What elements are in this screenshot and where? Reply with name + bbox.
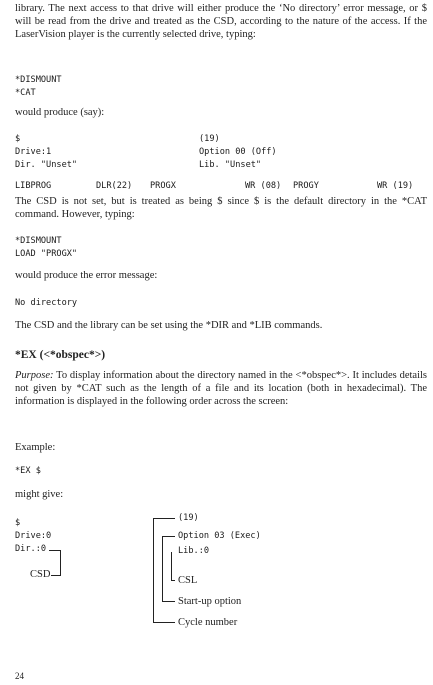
code-dismount-2: *DISMOUNT: [15, 236, 62, 246]
cat-file-attr: WR (08): [245, 181, 282, 191]
cat-cycle: (19): [199, 134, 220, 144]
option-line-bottom: [162, 601, 175, 602]
example-label: Example:: [15, 442, 56, 453]
ex-dir: Dir.:0: [15, 544, 47, 554]
ex-lib: Lib.:0: [178, 546, 210, 556]
option-line-vertical: [162, 536, 163, 601]
cycle-number-label: Cycle number: [178, 617, 238, 628]
cat-file-attr: WR (19): [377, 181, 414, 191]
cat-lib: Lib. "Unset": [199, 160, 262, 170]
error-message: No directory: [15, 298, 78, 308]
csl-label: CSL: [178, 575, 198, 586]
heading-command: *EX: [15, 349, 37, 361]
ex-option: Option 03 (Exec): [178, 531, 261, 541]
cycle-line-top: [153, 518, 175, 519]
code-cat: *CAT: [15, 88, 36, 98]
ex-root: $: [15, 518, 21, 528]
cat-file-name: PROGY: [293, 181, 319, 191]
cat-root: $: [15, 134, 21, 144]
intro-paragraph: library. The next access to that drive will either produce the ‘No directory’ error message, or $ will be read from the drive and treated as the CSD, according to the nature of the access. If the LaserVision player is the currently selected drive, typing:: [15, 3, 427, 41]
cat-file-name: PROGX: [150, 181, 176, 191]
cat-option: Option 00 (Off): [199, 147, 277, 157]
ex-cycle: (19): [178, 513, 199, 523]
ex-drive: Drive:0: [15, 531, 52, 541]
code-load: LOAD "PROGX": [15, 249, 78, 259]
purpose-paragraph: [15, 369, 427, 409]
cat-drive: Drive:1: [15, 147, 52, 157]
csl-line-bottom: [171, 580, 175, 581]
produce-say-text: would produce (say):: [15, 107, 105, 118]
heading-argument: (<*obspec*>): [39, 349, 106, 361]
cycle-line-bottom: [153, 622, 175, 623]
cat-dir: Dir. "Unset": [15, 160, 78, 170]
csd-bracket-foot: [51, 575, 61, 576]
set-note-text: The CSD and the library can be set using the *DIR and *LIB commands.: [15, 320, 323, 331]
cat-file-name: LIBPROG: [15, 181, 52, 191]
page-number: 24: [15, 671, 24, 681]
produce-error-text: would produce the error message:: [15, 270, 158, 281]
purpose-label: Purpose:: [15, 370, 54, 381]
option-line-top: [162, 536, 175, 537]
cycle-line-vertical: [153, 518, 154, 622]
section-heading: [15, 349, 105, 361]
csd-bracket: [60, 550, 61, 575]
purpose-text: To display information about the directory named in the <*obspec*>. It includes details not given by *CAT such as the length of a file and its location (both in hexadecimal). The information is displayed in the following order across the screen:: [15, 370, 427, 408]
cat-file-attr: DLR(22): [96, 181, 133, 191]
code-dismount-1: *DISMOUNT: [15, 75, 62, 85]
csd-label: CSD: [30, 569, 51, 580]
dir-connector: [49, 550, 60, 551]
startup-option-label: Start-up option: [178, 596, 242, 607]
might-give-text: might give:: [15, 489, 64, 500]
csd-note-paragraph: The CSD is not set, but is treated as being $ since $ is the default directory in the *CAT command. However, typing:: [15, 196, 427, 221]
code-ex: *EX $: [15, 466, 41, 476]
csl-line-vertical: [171, 552, 172, 580]
